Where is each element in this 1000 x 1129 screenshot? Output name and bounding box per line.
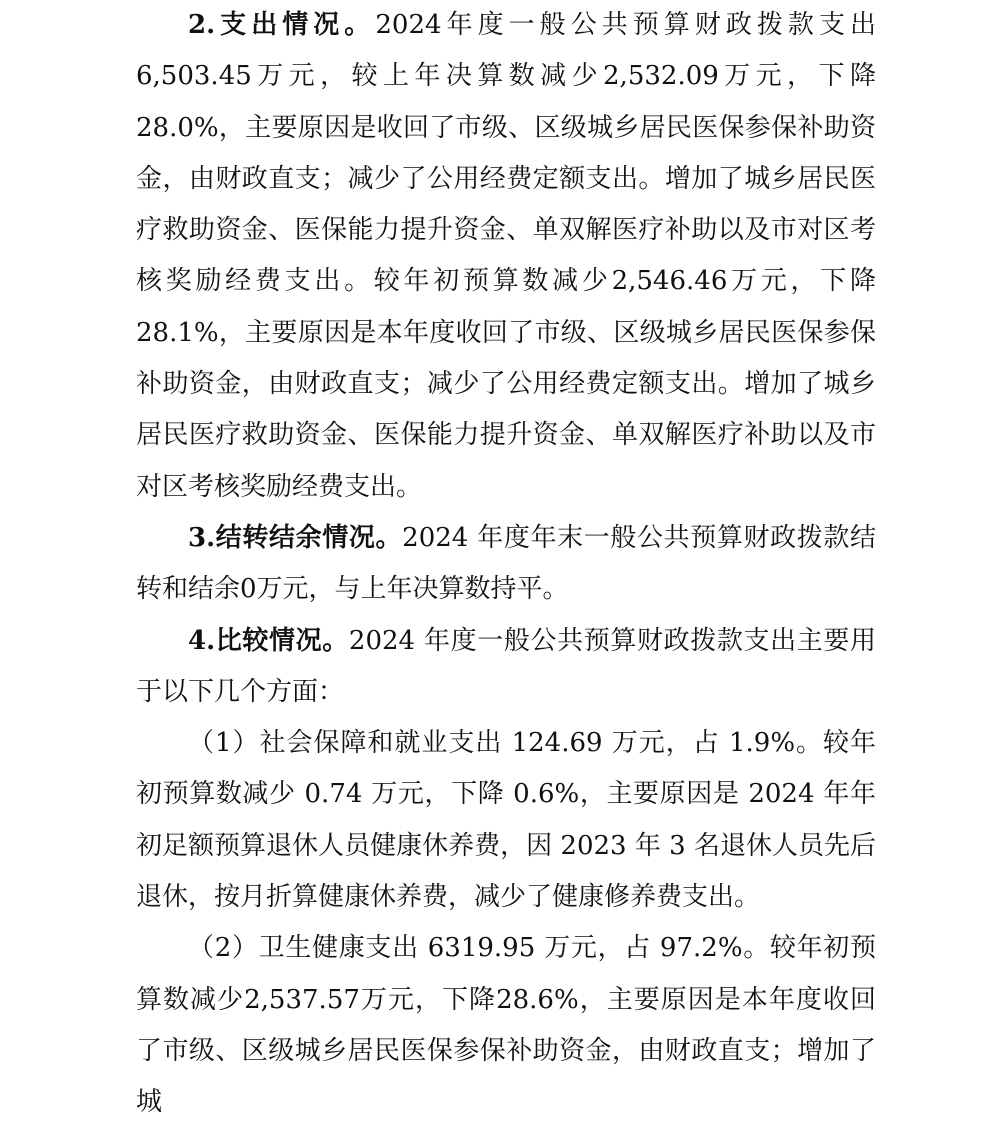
paragraph-heading: 2.支出情况。 bbox=[188, 10, 376, 40]
paragraph-text: （1）社会保障和就业支出 124.69 万元，占 1.9%。较年初预算数减少 0.74 万元，下降 0.6%，主要原因是 2024 年年初足额预算退休人员健康休养费，因 2023 年 3 名退休人员先后退休，按月折算健康休养费，减少了健康修养费支出。 bbox=[136, 728, 876, 913]
paragraph-text: 2024年度一般公共预算财政拨款支出6,503.45万元，较上年决算数减少2,532.09万元，下降28.0%，主要原因是收回了市级、区级城乡居民医保参保补助资金，由财政直支；减少了公用经费定额支出。增加了城乡居民医疗救助资金、医保能力提升资金、单双解医疗补助以及市对区考核奖励经费支出。较年初预算数减少2,546.46万元，下降28.1%，主要原因是本年度收回了市级、区级城乡居民医保参保补助资金，由财政直支；减少了公用经费定额支出。增加了城乡居民医疗救助资金、医保能力提升资金、单双解医疗补助以及市对区考核奖励经费支出。 bbox=[136, 10, 876, 502]
paragraph-heading: 3.结转结余情况。 bbox=[188, 522, 403, 553]
paragraph-expenditure bbox=[136, 0, 876, 513]
paragraph-social-security bbox=[136, 718, 876, 923]
paragraph-text: （2）卫生健康支出 6319.95 万元，占 97.2%。较年初预算数减少2,537.57万元，下降28.6%，主要原因是本年度收回了市级、区级城乡居民医保参保补助资金，由财政直支；增加了城 bbox=[136, 933, 876, 1118]
paragraph-text: 2024 年度年末一般公共预算财政拨款结转和结余0万元，与上年决算数持平。 bbox=[136, 522, 876, 605]
paragraph-text: 2024 年度一般公共预算财政拨款支出主要用于以下几个方面： bbox=[136, 625, 876, 707]
paragraph-carryover bbox=[136, 513, 876, 616]
paragraph-heading: 4.比较情况。 bbox=[188, 625, 349, 656]
document-page bbox=[136, 0, 876, 1129]
paragraph-comparison bbox=[136, 616, 876, 719]
paragraph-health bbox=[136, 923, 876, 1128]
